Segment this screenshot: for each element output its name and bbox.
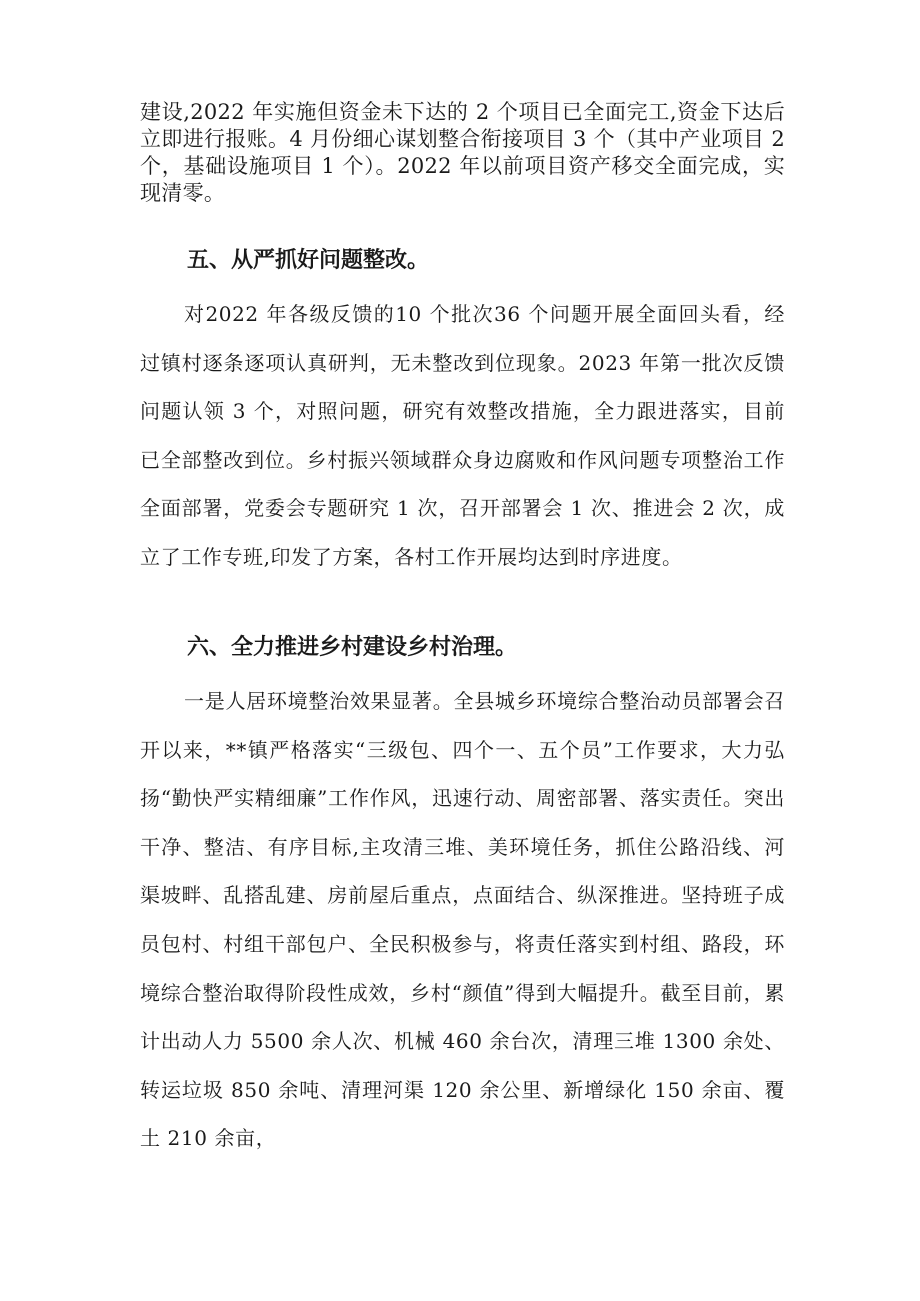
continuation-paragraph: 建设,2022 年实施但资金未下达的 2 个项目已全面完工,资金下达后立即进行报账。4 月份细心谋划整合衔接项目 3 个（其中产业项目 2 个，基础设施项目 1 个）。2022 年以前项目资产移交全面完成，实现清零。: [140, 100, 785, 205]
section-5-paragraph: 对2022 年各级反馈的10 个批次36 个问题开展全面回头看，经过镇村逐条逐项认真研判，无未整改到位现象。2023 年第一批次反馈问题认领 3 个，对照问题，研究有效整改措施，全力跟进落实，目前已全部整改到位。乡村振兴领域群众身边腐败和作风问题专项整治工作全面部署，党委会专题研究 1 次，召开部署会 1 次、推进会 2 次，成立了工作专班,印发了方案，各村工作开展均达到时序进度。: [140, 302, 785, 569]
section-heading-5: 五、从严抓好问题整改。: [187, 248, 430, 273]
section-6-paragraph: 一是人居环境整治效果显著。全县城乡环境综合整治动员部署会召开以来，**镇严格落实“三级包、四个一、五个员”工作要求，大力弘扬“勤快严实精细廉”工作作风，迅速行动、周密部署、落实责任。突出干净、整洁、有序目标,主攻清三堆、美环境任务，抓住公路沿线、河渠坡畔、乱搭乱建、房前屋后重点，点面结合、纵深推进。坚持班子成员包村、村组干部包户、全民积极参与，将责任落实到村组、路段，环境综合整治取得阶段性成效，乡村“颜值”得到大幅提升。截至目前，累计出动人力 5500 余人次、机械 460 余台次，清理三堆 1300 余处、转运垃圾 850 余吨、清理河渠 120 余公里、新增绿化 150 余亩、覆土 210 余亩，: [140, 689, 785, 1151]
section-heading-6: 六、全力推进乡村建设乡村治理。: [187, 635, 518, 660]
